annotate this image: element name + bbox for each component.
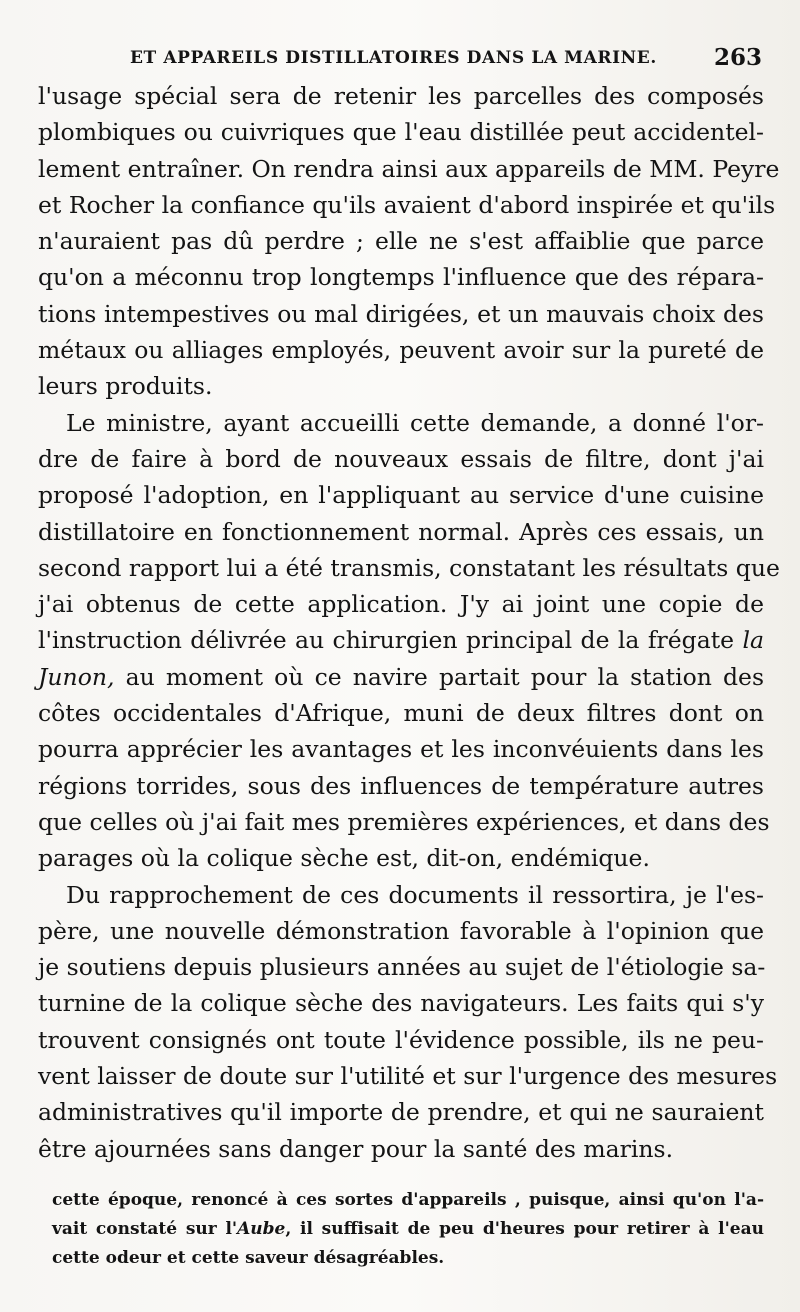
text-line: que celles où j'ai fait mes premières expériences, et dans des — [38, 807, 770, 836]
text-line: vent laisser de doute sur l'utilité et sur l'urgence des mesures — [38, 1062, 778, 1091]
text-segment: , il suffisait de peu d'heures pour retirer à l'eau — [285, 1219, 764, 1239]
text-line: côtes occidentales d'Afrique, muni de deux filtres dont on — [38, 699, 764, 728]
text-line: j'ai obtenus de cette application. J'y ai joint une copie de — [38, 590, 764, 619]
footnote-line: cette époque, renoncé à ces sortes d'appareils , puisque, ainsi qu'on l'a- — [52, 1190, 764, 1210]
text-segment: l'instruction délivrée au chirurgien principal de la frégate — [38, 626, 743, 655]
text-segment: vait constaté sur l' — [52, 1219, 238, 1239]
text-line: père, une nouvelle démonstration favorable à l'opinion que — [38, 916, 764, 945]
text-line: Du rapprochement de ces documents il ressortira, je l'es- — [66, 880, 764, 909]
text-line: parages où la colique sèche est, dit-on, endémique. — [38, 844, 650, 873]
text-line: tions intempestives ou mal dirigées, et un mauvais choix des — [38, 299, 764, 328]
text-line: proposé l'adoption, en l'appliquant au service d'une cuisine — [38, 481, 764, 510]
body-text — [38, 78, 780, 1167]
text-line: trouvent consignés ont toute l'évidence possible, ils ne peu- — [38, 1025, 764, 1054]
text-line: métaux ou alliages employés, peuvent avoir sur la pureté de — [38, 336, 764, 365]
text-line: leurs produits. — [38, 372, 213, 401]
footnote-line — [52, 1215, 764, 1244]
text-line — [38, 659, 764, 695]
footnote — [52, 1186, 764, 1273]
ship-name-italic: Aube — [237, 1219, 286, 1239]
running-title: ET APPAREILS DISTILLATOIRES DANS LA MARINE. — [130, 48, 657, 68]
text-line: second rapport lui a été transmis, constatant les résultats que — [38, 553, 780, 582]
text-line: lement entraîner. On rendra ainsi aux appareils de MM. Peyre — [38, 154, 780, 183]
page-number: 263 — [713, 44, 762, 71]
text-line: plombiques ou cuivriques que l'eau distillée peut accidentel- — [38, 118, 764, 147]
footnote-line: cette odeur et cette saveur désagréables. — [52, 1248, 445, 1268]
text-line: régions torrides, sous des influences de température autres — [38, 771, 764, 800]
text-line: je soutiens depuis plusieurs années au sujet de l'étiologie sa- — [38, 953, 766, 982]
running-header — [130, 44, 770, 76]
text-line: être ajournées sans danger pour la santé des marins. — [38, 1134, 674, 1163]
text-line: n'auraient pas dû perdre ; elle ne s'est affaiblie que parce — [38, 227, 764, 256]
text-line: Le ministre, ayant accueilli cette demande, a donné l'or- — [66, 408, 764, 437]
text-line: qu'on a méconnu trop longtemps l'influence que des répara- — [38, 263, 764, 292]
text-line: administratives qu'il importe de prendre, et qui ne sauraient — [38, 1098, 764, 1127]
text-line: et Rocher la confiance qu'ils avaient d'abord inspirée et qu'ils — [38, 190, 776, 219]
text-line: l'usage spécial sera de retenir les parcelles des composés — [38, 82, 764, 110]
text-line: pourra apprécier les avantages et les inconvéuients dans les — [38, 735, 764, 764]
text-line: turnine de la colique sèche des navigateurs. Les faits qui s'y — [38, 989, 764, 1018]
text-segment: au moment où ce navire partait pour la station des — [114, 662, 764, 691]
ship-name-italic: Junon, — [38, 662, 115, 691]
text-line: dre de faire à bord de nouveaux essais de filtre, dont j'ai — [38, 444, 764, 473]
text-line: distillatoire en fonctionnement normal. Après ces essais, un — [38, 517, 764, 546]
text-line — [38, 622, 764, 658]
italic-word: la — [742, 626, 764, 655]
